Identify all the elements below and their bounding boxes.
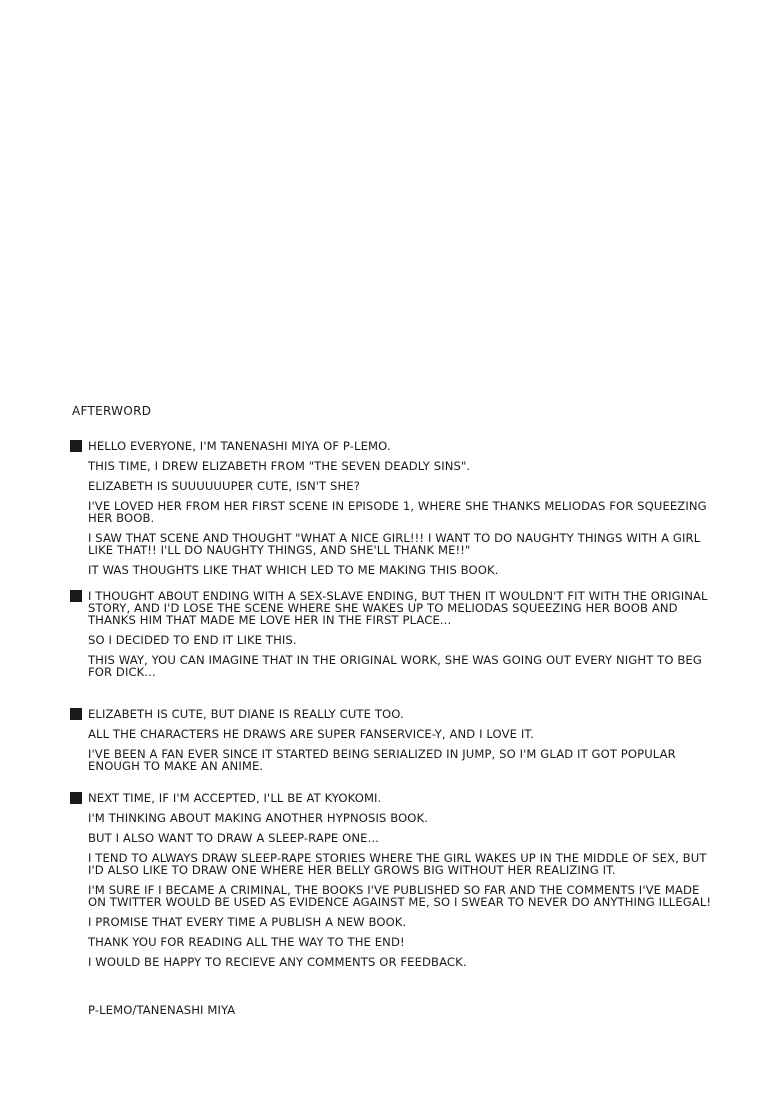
paragraph-text: NEXT TIME, IF I'M ACCEPTED, I'LL BE AT KYOKOMI. — [88, 791, 382, 805]
paragraph — [70, 590, 720, 626]
paragraph-text: I'VE LOVED HER FROM HER FIRST SCENE IN EPISODE 1, WHERE SHE THANKS MELIODAS FOR SQUEEZING HER BOOB. — [88, 499, 707, 525]
square-bullet-icon — [70, 440, 82, 452]
paragraph — [70, 748, 720, 772]
signature: P-LEMO/TANENASHI MIYA — [88, 1003, 236, 1017]
paragraph — [70, 440, 720, 452]
afterword-title: AFTERWORD — [72, 404, 152, 418]
section-4 — [70, 792, 720, 976]
paragraph — [70, 832, 720, 844]
paragraph — [70, 884, 720, 908]
paragraph — [70, 564, 720, 576]
paragraph — [70, 792, 720, 804]
section-2 — [70, 590, 720, 686]
paragraph — [70, 956, 720, 968]
paragraph-text: I'M THINKING ABOUT MAKING ANOTHER HYPNOSIS BOOK. — [88, 811, 429, 825]
paragraph-text: THANK YOU FOR READING ALL THE WAY TO THE END! — [88, 935, 405, 949]
paragraph-text: IT WAS THOUGHTS LIKE THAT WHICH LED TO ME MAKING THIS BOOK. — [88, 563, 499, 577]
paragraph-text: ELIZABETH IS SUUUUUUPER CUTE, ISN'T SHE? — [88, 479, 360, 493]
square-bullet-icon — [70, 590, 82, 602]
paragraph-text: I'M SURE IF I BECAME A CRIMINAL, THE BOOKS I'VE PUBLISHED SO FAR AND THE COMMENTS I'VE MADE ON TWITTER WOULD BE USED AS EVIDENCE AGAINST ME, SO I SWEAR TO NEVER DO ANYTHING ILLEGAL! — [88, 883, 712, 909]
paragraph-text: I'VE BEEN A FAN EVER SINCE IT STARTED BEING SERIALIZED IN JUMP, SO I'M GLAD IT GOT POPULAR ENOUGH TO MAKE AN ANIME. — [88, 747, 676, 773]
paragraph-text: THIS TIME, I DREW ELIZABETH FROM "THE SEVEN DEADLY SINS". — [88, 459, 471, 473]
paragraph — [70, 634, 720, 646]
paragraph-text: I WOULD BE HAPPY TO RECIEVE ANY COMMENTS OR FEEDBACK. — [88, 955, 467, 969]
square-bullet-icon — [70, 708, 82, 720]
paragraph-text: SO I DECIDED TO END IT LIKE THIS. — [88, 633, 297, 647]
paragraph-text: ELIZABETH IS CUTE, BUT DIANE IS REALLY CUTE TOO. — [88, 707, 404, 721]
paragraph — [70, 532, 720, 556]
paragraph — [70, 480, 720, 492]
paragraph-text: I THOUGHT ABOUT ENDING WITH A SEX-SLAVE ENDING, BUT THEN IT WOULDN'T FIT WITH THE ORIGINAL STORY, AND I'D LOSE THE SCENE WHERE SHE WAKES UP TO MELIODAS SQUEEZING HER BOOB AND THANKS HIM THAT MADE ME LOVE HER IN THE FIRST PLACE... — [88, 589, 708, 627]
paragraph — [70, 728, 720, 740]
square-bullet-icon — [70, 792, 82, 804]
paragraph — [70, 460, 720, 472]
paragraph-text: ALL THE CHARACTERS HE DRAWS ARE SUPER FANSERVICE-Y, AND I LOVE IT. — [88, 727, 534, 741]
paragraph-text: I PROMISE THAT EVERY TIME A PUBLISH A NEW BOOK. — [88, 915, 407, 929]
paragraph — [70, 852, 720, 876]
paragraph — [70, 500, 720, 524]
paragraph — [70, 708, 720, 720]
paragraph-text: THIS WAY, YOU CAN IMAGINE THAT IN THE ORIGINAL WORK, SHE WAS GOING OUT EVERY NIGHT TO BEG FOR DICK... — [88, 653, 702, 679]
paragraph — [70, 654, 720, 678]
section-1 — [70, 440, 720, 584]
paragraph-text: BUT I ALSO WANT TO DRAW A SLEEP-RAPE ONE... — [88, 831, 379, 845]
paragraph — [70, 936, 720, 948]
paragraph-text: HELLO EVERYONE, I'M TANENASHI MIYA OF P-LEMO. — [88, 439, 391, 453]
paragraph — [70, 812, 720, 824]
paragraph-text: I TEND TO ALWAYS DRAW SLEEP-RAPE STORIES WHERE THE GIRL WAKES UP IN THE MIDDLE OF SEX, BUT I'D ALSO LIKE TO DRAW ONE WHERE HER BELLY GROWS BIG WITHOUT HER REALIZING IT. — [88, 851, 707, 877]
paragraph — [70, 916, 720, 928]
section-3 — [70, 708, 720, 780]
paragraph-text: I SAW THAT SCENE AND THOUGHT "WHAT A NICE GIRL!!! I WANT TO DO NAUGHTY THINGS WITH A GIRL LIKE THAT!! I'LL DO NAUGHTY THINGS, AND SHE'LL THANK ME!!" — [88, 531, 701, 557]
